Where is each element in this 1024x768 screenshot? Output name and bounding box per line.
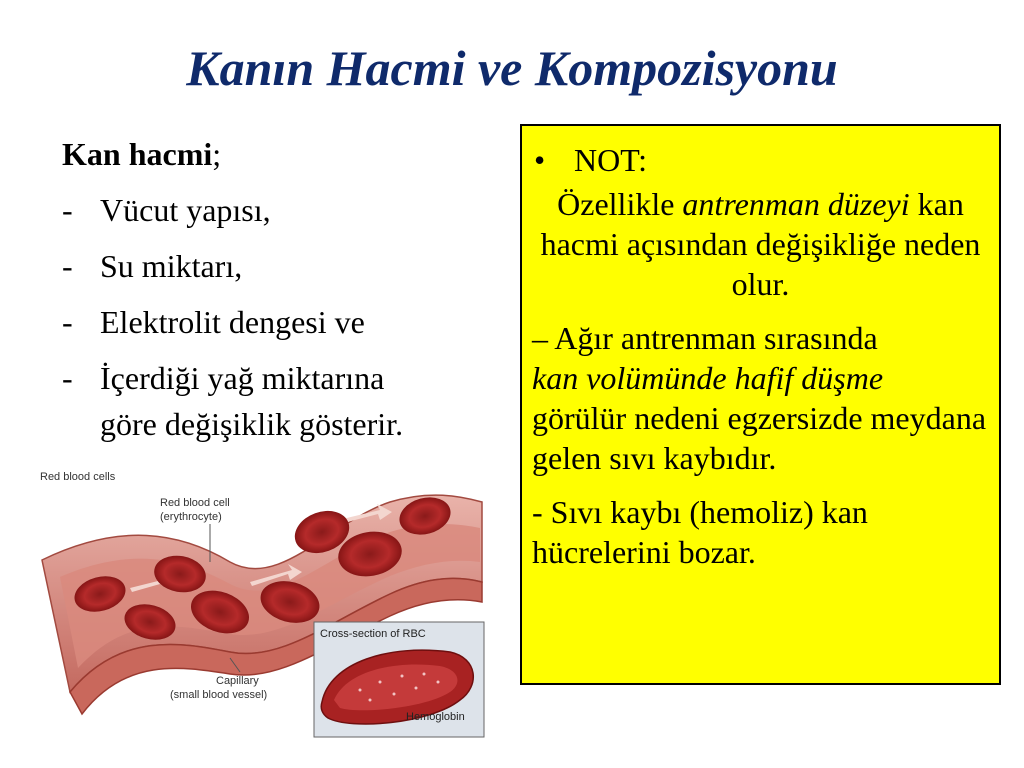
note-paragraph-1 bbox=[532, 184, 989, 304]
hemoglobin-dot bbox=[401, 675, 404, 678]
label-red-blood-cell: Red blood cell bbox=[160, 497, 230, 509]
note-paragraph-3: - Sıvı kaybı (hemoliz) kan hücrelerini bozar. bbox=[532, 494, 868, 570]
hemoglobin-dot bbox=[379, 681, 382, 684]
note-p2-end: görülür nedeni egzersizde meydana gelen sıvı kaybıdır. bbox=[532, 400, 987, 476]
list-heading bbox=[62, 126, 512, 182]
note-box bbox=[520, 124, 1001, 685]
note-p2-italic: kan volümünde hafif düşme bbox=[532, 360, 884, 396]
dash-marker: - bbox=[62, 192, 73, 228]
note-label: NOT: bbox=[574, 142, 648, 178]
label-hemoglobin: Hemoglobin bbox=[406, 711, 465, 723]
note-paragraph-2 bbox=[532, 318, 989, 478]
hemoglobin-dot bbox=[369, 699, 372, 702]
note-label-row bbox=[534, 140, 989, 180]
list-item bbox=[62, 238, 512, 294]
list-heading-bold: Kan hacmi bbox=[62, 136, 213, 172]
red-blood-cells-figure bbox=[30, 462, 488, 740]
label-capillary: Capillary bbox=[216, 675, 259, 687]
list-item-continuation: göre değişiklik gösterir. bbox=[100, 406, 404, 442]
dash-marker: - bbox=[62, 304, 73, 340]
list-item bbox=[62, 294, 512, 350]
hemoglobin-dot bbox=[423, 673, 426, 676]
hemoglobin-dot bbox=[415, 687, 418, 690]
hemoglobin-dot bbox=[437, 681, 440, 684]
list-heading-tail: ; bbox=[212, 136, 222, 172]
note-p1-end: kan hacmi açısından değişikliğe neden olur. bbox=[540, 186, 981, 302]
list-item-text: Elektrolit dengesi ve bbox=[100, 304, 365, 340]
dash-marker: - bbox=[62, 360, 73, 396]
rbc-illustration bbox=[30, 462, 488, 740]
note-p1-start: Özellikle bbox=[557, 186, 683, 222]
note-p1-italic: antrenman düzeyi bbox=[682, 186, 910, 222]
label-red-blood-cells: Red blood cells bbox=[40, 471, 116, 483]
list-item-text: Vücut yapısı, bbox=[100, 192, 271, 228]
list-item-text: İçerdiği yağ miktarına bbox=[100, 360, 385, 396]
hemoglobin-dot bbox=[393, 693, 396, 696]
note-p2-start: – Ağır antrenman sırasında bbox=[532, 320, 878, 356]
slide-title: Kanın Hacmi ve Kompozisyonu bbox=[186, 40, 838, 96]
label-small-blood-vessel: (small blood vessel) bbox=[170, 689, 268, 701]
list-item bbox=[62, 182, 512, 238]
label-cross-section: Cross-section of RBC bbox=[320, 628, 426, 640]
hemoglobin-dot bbox=[359, 689, 362, 692]
bullet-icon: • bbox=[534, 142, 546, 178]
blood-volume-list bbox=[62, 126, 512, 452]
dash-marker: - bbox=[62, 248, 73, 284]
label-erythrocyte: (erythrocyte) bbox=[160, 511, 222, 523]
list-item-text: Su miktarı, bbox=[100, 248, 243, 284]
